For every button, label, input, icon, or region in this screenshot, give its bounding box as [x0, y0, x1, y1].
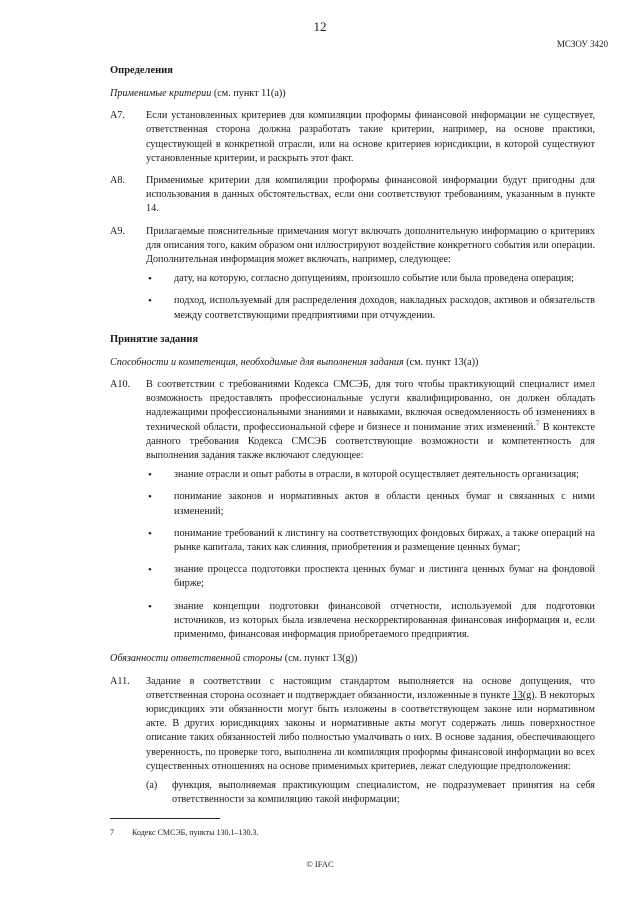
paragraph-text-part: В контексте данного требования Кодекса СМСЭБ соответствующие возможности и компетентность для выполнения задания также включают следующее:: [146, 421, 595, 462]
bullet-list-a10: [146, 468, 595, 642]
list-item-text: дату, на которую, согласно допущениям, произошло событие или была проведена операция;: [174, 273, 574, 285]
list-item-text: знание процесса подготовки проспекта ценных бумаг и листинга ценных бумаг на фондовой бирже;: [174, 564, 595, 590]
paragraph-text: [146, 675, 595, 774]
bullet-icon: •: [148, 273, 152, 286]
item-text: функция, выполняемая практикующим специалистом, не подразумевает принятия на себя ответственности за компиляцию такой информации;: [172, 779, 595, 806]
list-item-text: знание отрасли и опыт работы в отрасли, в которой осуществляет деятельность организация;: [174, 469, 579, 481]
list-item-text: подход, используемый для распределения доходов, накладных расходов, активов и обязательств между соответствующими предприятиями при отчуждении.: [174, 295, 595, 321]
paragraph-a9: [110, 225, 595, 268]
paragraph-number: A8.: [110, 175, 125, 187]
list-item: [146, 600, 595, 643]
bullet-icon: •: [148, 295, 152, 308]
bullet-icon: •: [148, 527, 152, 540]
footnote: [110, 826, 258, 840]
lettered-item-a: [146, 779, 595, 807]
paragraph-a10: [110, 378, 595, 463]
bullet-icon: •: [148, 469, 152, 482]
paragraph-text: Если установленных критериев для компиляции проформы финансовой информации не существует, ответственная сторона должна разработать такие критерии, например, на основе практики, существующей в конкретной отрасли, или на основе критериев юрисдикции, в которой существуют установленные критерии, и раскрыть этот факт.: [146, 110, 595, 164]
paragraph-text: Прилагаемые пояснительные примечания могут включать дополнительную информацию о критериях для описания того, каким образом они иллюстрируют воздействие конкретного события или операции. Дополнительная информация может включать, например, следующее:: [146, 225, 595, 266]
page-content: [110, 64, 595, 807]
subheading-italic: Применимые критерии: [110, 88, 212, 99]
list-item: [146, 527, 595, 555]
bullet-list-a9: [146, 272, 595, 323]
paragraph-text-part: В соответствии с требованиями Кодекса СМСЭБ, для того чтобы практикующий специалист имел возможность предоставлять профессиональные услуги квалифицированно, он должен обладать надлежащими профессиональными знаниями и навыками, включая осведомленность об изменениях в технической области, профессиональной сфере и бизнесе и понимание этих изменений.: [146, 379, 595, 433]
list-item-text: понимание требований к листингу на соответствующих фондовых биржах, а также операций на рынке капитала, таких как слияния, приобретения и размещение ценных бумаг;: [174, 527, 595, 554]
subheading-reference: (см. пункт 13(g)): [282, 653, 358, 665]
list-item: [146, 272, 595, 286]
subheading-reference: (см. пункт 11(a)): [211, 88, 286, 99]
bullet-icon: •: [148, 564, 152, 577]
list-item: [146, 563, 595, 591]
list-item-text: понимание законов и нормативных актов в области ценных бумаг и связанных с ними изменений;: [174, 491, 595, 517]
subheading-reference: (см. пункт 13(a)): [403, 356, 479, 368]
footnote-reference[interactable]: 7: [535, 419, 540, 428]
footnote-divider: [110, 818, 220, 819]
subheading-italic: Способности и компетенция, необходимые для выполнения задания: [110, 356, 404, 368]
paragraph-number: A10.: [110, 379, 131, 391]
paragraph-a8: [110, 174, 595, 217]
subheading-applicable-criteria: [110, 87, 595, 101]
paragraph-number: A9.: [110, 225, 125, 237]
footnote-text: Кодекс СМСЭБ, пункты 130.1–130.3.: [132, 828, 259, 837]
paragraph-a7: [110, 109, 595, 166]
list-item: [146, 294, 595, 322]
document-code: МСЗОУ 3420: [556, 39, 608, 49]
list-item: [146, 490, 595, 518]
list-item-text: знание концепции подготовки финансовой отчетности, используемой для подготовки источников, из которых была извлечена нескорректированная финансовая информация и, если применимо, финансовая информация приобретаемого предприятия.: [174, 600, 595, 641]
section-heading-definitions: Определения: [110, 65, 173, 76]
subheading-italic: Обязанности ответственной стороны: [110, 653, 283, 665]
paragraph-text-part: . В некоторых юрисдикциях эти обязанности могут быть изложены в соответствующем законе или нормативном акте. В других юрисдикциях законы и нормативные акты могут содержать лишь поверхностное описание таких обязанностей либо полностью умалчивать о них. В основе задания, обеспечивающего уверенность, по проверке того, выполнена ли компиляция проформы финансовой информации во всех существенных отношениях на основе применимых критериев, лежат следующие предположения:: [146, 689, 595, 772]
paragraph-text: Применимые критерии для компиляции проформы финансовой информации будут пригодны для использования в данных обстоятельствах, если они соответствуют требованиям, указанным в пункте 14.: [146, 175, 595, 215]
paragraph-a11: [110, 675, 595, 774]
subheading-responsible-party: [110, 652, 595, 666]
paragraph-text: [146, 378, 595, 463]
paragraph-number: A11.: [110, 675, 130, 687]
bullet-icon: •: [148, 600, 152, 613]
paragraph-cross-reference[interactable]: 13(g): [512, 689, 535, 701]
item-label: (a): [146, 779, 158, 791]
paragraph-text-part: Задание в соответствии с настоящим стандартом выполняется на основе допущения, что ответственная сторона осознает и подтверждает обязанности, изложенные в пункте: [146, 675, 595, 701]
paragraph-number: A7.: [110, 110, 125, 122]
copyright-footer: © IFAC: [306, 859, 334, 869]
subheading-capabilities: [110, 356, 595, 370]
list-item: [146, 468, 595, 482]
section-heading-engagement-acceptance: Принятие задания: [110, 333, 199, 345]
bullet-icon: •: [148, 491, 152, 504]
page-number: 12: [313, 19, 327, 34]
footnote-number: 7: [110, 828, 114, 837]
